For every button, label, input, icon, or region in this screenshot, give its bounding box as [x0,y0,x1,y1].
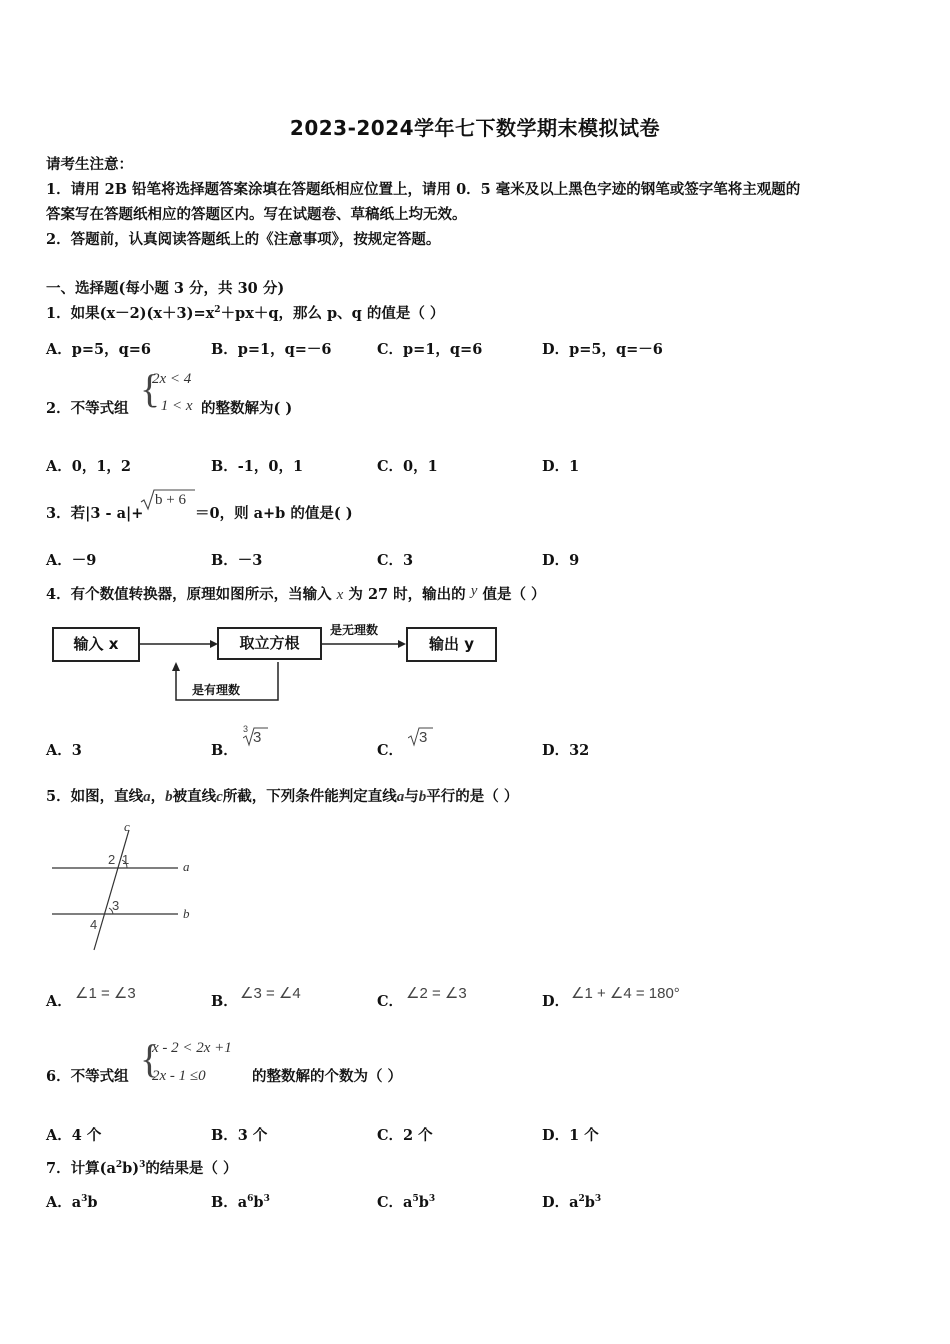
q7-c-base: C．a [377,1194,413,1211]
q5-var-b: b [165,789,173,805]
question-7-stem [46,1157,237,1178]
q6-option-c[interactable]: C．2 个 [377,1127,433,1144]
q1-option-c[interactable]: C．p=1，q=6 [377,341,483,358]
question-4-stem [46,583,546,604]
q4-stem-a: 4．有个数值转换器，原理如图所示，当输入 [46,586,332,603]
q3-suffix: ＝0，则 a+b 的值是( ) [195,505,353,522]
q3-option-b[interactable]: B．－3 [211,552,263,569]
question-1-stem [46,302,444,323]
question-5-stem [46,785,518,806]
q6-suffix: 的整数解的个数为（ ） [252,1068,403,1085]
q5-figure-label-a: a [183,859,190,874]
q7-b-b: b [253,1194,264,1211]
q5-option-a-math: ∠1 = ∠3 [75,985,136,1002]
q5-stem-b: 被直线 [172,788,217,805]
q3-option-c[interactable]: C．3 [377,552,414,569]
q7-d-b: b [584,1194,595,1211]
q2-prefix: 2．不等式组 [46,400,129,417]
q7-stem-b: b) [122,1160,140,1177]
q6-option-d[interactable]: D．1 个 [542,1127,599,1144]
section-heading: 一、选择题(每小题 3 分，共 30 分) [46,280,285,297]
notice-line-1b: 答案写在答题纸相应的答题区内。写在试题卷、草稿纸上均无效。 [46,206,467,223]
q7-a-b: b [87,1194,98,1211]
q5-var-b-2: b [418,789,427,805]
q7-b-sup-2: 3 [263,1194,270,1205]
q4-option-b-radicand: 3 [253,729,262,746]
q5-option-d-math: ∠1 + ∠4 = 180° [571,985,680,1002]
q3-prefix: 3．若|3 - a|+ [46,505,144,522]
q5-stem-e: 平行的是（ ） [426,788,519,805]
q5-option-b-math: ∠3 = ∠4 [240,985,301,1002]
q2-suffix: 的整数解为( ) [201,400,293,417]
q5-var-c: c [216,789,223,805]
q5-option-d[interactable]: D． [542,993,570,1010]
q5-figure [46,818,206,958]
q4-input-box: 输入 x [52,627,140,662]
q2-option-a[interactable]: A．0，1，2 [46,458,132,475]
q7-d-sup-2: 3 [594,1194,602,1205]
q5-option-a[interactable]: A． [46,993,72,1010]
q1-option-a[interactable]: A．p=5，q=6 [46,341,152,358]
q1-option-b[interactable]: B．p=1，q=－6 [211,341,332,358]
q7-c-sup-2: 3 [428,1194,436,1205]
q5-option-c-math: ∠2 = ∠3 [406,985,467,1002]
q4-option-b[interactable]: B． [211,742,238,759]
q4-var-y: y [470,583,478,599]
q4-option-c[interactable]: C． [377,742,404,759]
q6-ineq-2: 2x - 1 ≤0 [152,1068,206,1084]
q4-stem-c: 值是（ ） [482,586,546,603]
q5-var-a-2: a [396,789,405,805]
q5-figure-label-b: b [183,906,190,921]
q5-option-c[interactable]: C． [377,993,404,1010]
q3-option-a[interactable]: A．－9 [46,552,97,569]
q1-stem-sup: 2 [214,305,221,316]
q1-stem-a: 1．如果(x－2)(x＋3)=x [46,305,215,322]
q7-stem-c: 的结果是（ ） [145,1160,238,1177]
q2-option-c[interactable]: C．0，1 [377,458,438,475]
q5-var-a: a [143,789,151,805]
q1-option-d[interactable]: D．p=5，q=－6 [542,341,663,358]
q7-stem-a: 7．计算(a [46,1160,116,1177]
q6-brace: { [140,1036,160,1081]
q4-label-irrational: 是无理数 [330,623,379,637]
q3-option-d[interactable]: D．9 [542,552,580,569]
q5-stem-c: 所截，下列条件能判定直线 [222,788,397,805]
q7-c-sup-1: 5 [412,1194,419,1205]
q2-option-b[interactable]: B．-1，0，1 [211,458,304,475]
q5-figure-angle-1: 1 [122,852,130,867]
q7-option-a[interactable] [46,1191,98,1212]
q7-option-c[interactable] [377,1191,435,1212]
q4-option-b-index: 3 [243,724,249,734]
q6-option-b[interactable]: B．3 个 [211,1127,268,1144]
q4-option-c-radicand: 3 [419,729,428,746]
q5-figure-angle-2: 2 [108,852,116,867]
q5-figure-angle-3: 3 [112,898,120,913]
q4-option-d[interactable]: D．32 [542,742,590,759]
q1-stem-b: ＋px＋q，那么 p、q 的值是（ ） [220,305,445,322]
q2-ineq-1: 2x < 4 [152,371,192,387]
q2-brace: { [140,366,160,411]
q4-output-box: 输出 y [406,627,497,662]
q3-radicand: b + 6 [155,492,186,508]
notice-heading: 请考生注意： [46,156,133,173]
q5-stem-d: 与 [404,788,419,805]
notice-line-1a: 1．请用 2B 铅笔将选择题答案涂填在答题纸相应位置上，请用 0．5 毫米及以上黑色字迹的钢笔或签字笔将主观题的 [46,181,801,198]
q7-b-sup-1: 6 [247,1194,254,1205]
q7-a-sup: 3 [81,1194,88,1205]
q6-prefix: 6．不等式组 [46,1068,129,1085]
q5-figure-angle-4: 4 [90,917,98,932]
q7-sup-1: 2 [115,1160,123,1171]
q7-c-b: b [418,1194,429,1211]
q4-option-a[interactable]: A．3 [46,742,82,759]
q5-option-b[interactable]: B． [211,993,238,1010]
q7-d-sup-1: 2 [578,1194,585,1205]
q6-ineq-1: x - 2 < 2x +1 [152,1040,232,1056]
q7-sup-2: 3 [139,1160,146,1171]
q4-var-x: x [336,587,344,603]
q2-option-d[interactable]: D．1 [542,458,580,475]
q2-ineq-2: - 1 < x [152,398,193,414]
q4-process-box: 取立方根 [217,627,322,660]
q4-stem-b: 为 27 时，输出的 [348,586,466,603]
q5-sep: ， [150,788,166,805]
notice-line-2: 2．答题前，认真阅读答题纸上的《注意事项》，按规定答题。 [46,231,441,248]
q4-label-rational: 是有理数 [192,683,241,697]
q5-stem-a: 5．如图，直线 [46,788,144,805]
q7-option-d[interactable] [542,1191,601,1212]
q7-a-base: A．a [46,1194,82,1211]
q7-d-base: D．a [542,1194,579,1211]
q6-option-a[interactable]: A．4 个 [46,1127,102,1144]
page-title: 2023-2024学年七下数学期末模拟试卷 [289,116,661,140]
q7-option-b[interactable] [211,1191,270,1212]
q5-figure-label-c: c [124,819,130,834]
q7-b-base: B．a [211,1194,248,1211]
